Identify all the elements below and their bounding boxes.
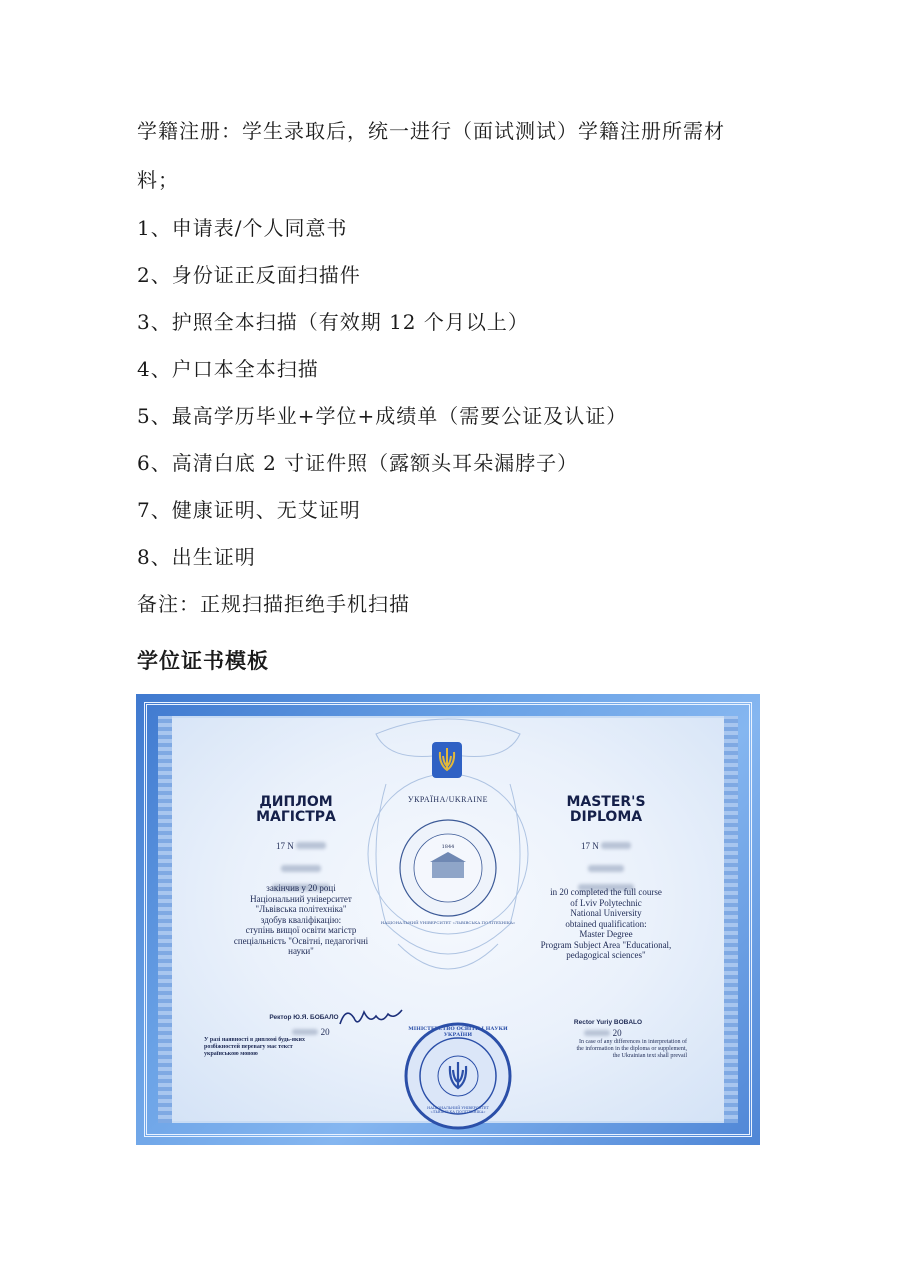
note: 备注：正规扫描拒绝手机扫描 (137, 592, 410, 616)
country-label: УКРАЇНА/UKRAINE (407, 795, 489, 804)
ua-line: закінчив у 20 році (266, 883, 336, 893)
title-en-1: MASTER'S (566, 794, 646, 810)
ua-line: ступінь вищої освіти магістр (245, 925, 357, 935)
seal-year: 1844 (441, 844, 455, 850)
en-line: Program Subject Area "Educational, (540, 939, 672, 950)
list-item: 6、高清白底 2 寸证件照（露额头耳朵漏脖子） (137, 451, 579, 475)
en-line: National University (570, 908, 642, 918)
list-item: 4、户口本全本扫描 (137, 357, 319, 381)
stamp-inner-text: НАЦІОНАЛЬНИЙ УНІВЕРСИТЕТ «ЛЬВІВСЬКА ПОЛІТЕХНІКА» (427, 1106, 489, 1114)
intro-line-1: 学籍注册：学生录取后，统一进行（面试测试）学籍注册所需材 (137, 119, 725, 143)
title-ua-1: ДИПЛОМ (259, 794, 333, 810)
en-line: obtained qualification: (565, 918, 647, 929)
university-seal-text: НАЦІОНАЛЬНИЙ УНІВЕРСИТЕТ «ЛЬВІВСЬКА ПОЛІТЕХНІКА» (380, 920, 516, 925)
list-item: 7、健康证明、无艾证明 (137, 498, 361, 522)
date-en: 20 (568, 1028, 638, 1039)
intro-line-2: 料； (137, 168, 179, 192)
list-item: 1、申请表/个人同意书 (137, 216, 348, 240)
list-item: 8、出生证明 (137, 545, 256, 569)
title-en-2: DIPLOMA (569, 809, 643, 825)
rector-en: Rector Yuriy BOBALO (573, 1019, 643, 1026)
en-line: Master Degree (579, 929, 633, 939)
ua-line: науки" (288, 946, 314, 956)
en-line: in 20 completed the full course (550, 887, 662, 897)
ua-line: спеціальність "Освітні, педагогічні (233, 935, 369, 946)
en-line: pedagogical sciences" (566, 950, 646, 960)
rector-ua: Ректор Ю.Я. БОБАЛО (269, 1014, 339, 1021)
trident-icon (436, 746, 458, 774)
diploma-image (136, 694, 760, 1145)
ua-line: "Львівська політехніка" (255, 904, 347, 914)
ua-line: Національний університет (250, 893, 352, 904)
title-ua-2: МАГІСТРА (256, 809, 336, 825)
date-ua: 20 (276, 1027, 346, 1038)
note-en: In case of any differences in interpretation of the information in the diploma or supplement, the Ukrainian text shall prevail (576, 1039, 687, 1059)
en-line: of Lviv Polytechnic (570, 897, 642, 908)
list-item: 5、最高学历毕业+学位+成绩单（需要公证及认证） (137, 404, 628, 428)
ua-line: здобув кваліфікацію: (260, 914, 342, 925)
list-item: 2、身份证正反面扫描件 (137, 263, 361, 287)
note-ua: У разі наявності в дипломі будь-яких розбіжностей перевагу має текст українською мовою (204, 1037, 305, 1057)
university-seal (398, 818, 498, 918)
template-heading: 学位证书模板 (137, 649, 269, 673)
list-item: 3、护照全本扫描（有效期 12 个月以上） (137, 310, 529, 334)
number-en: 17 N (551, 841, 661, 852)
number-ua: 17 N (246, 841, 356, 852)
stamp-text: МІНІСТЕРСТВО ОСВІТИ І НАУКИ УКРАЇНИ (408, 1026, 508, 1038)
rector-signature (336, 1002, 406, 1032)
